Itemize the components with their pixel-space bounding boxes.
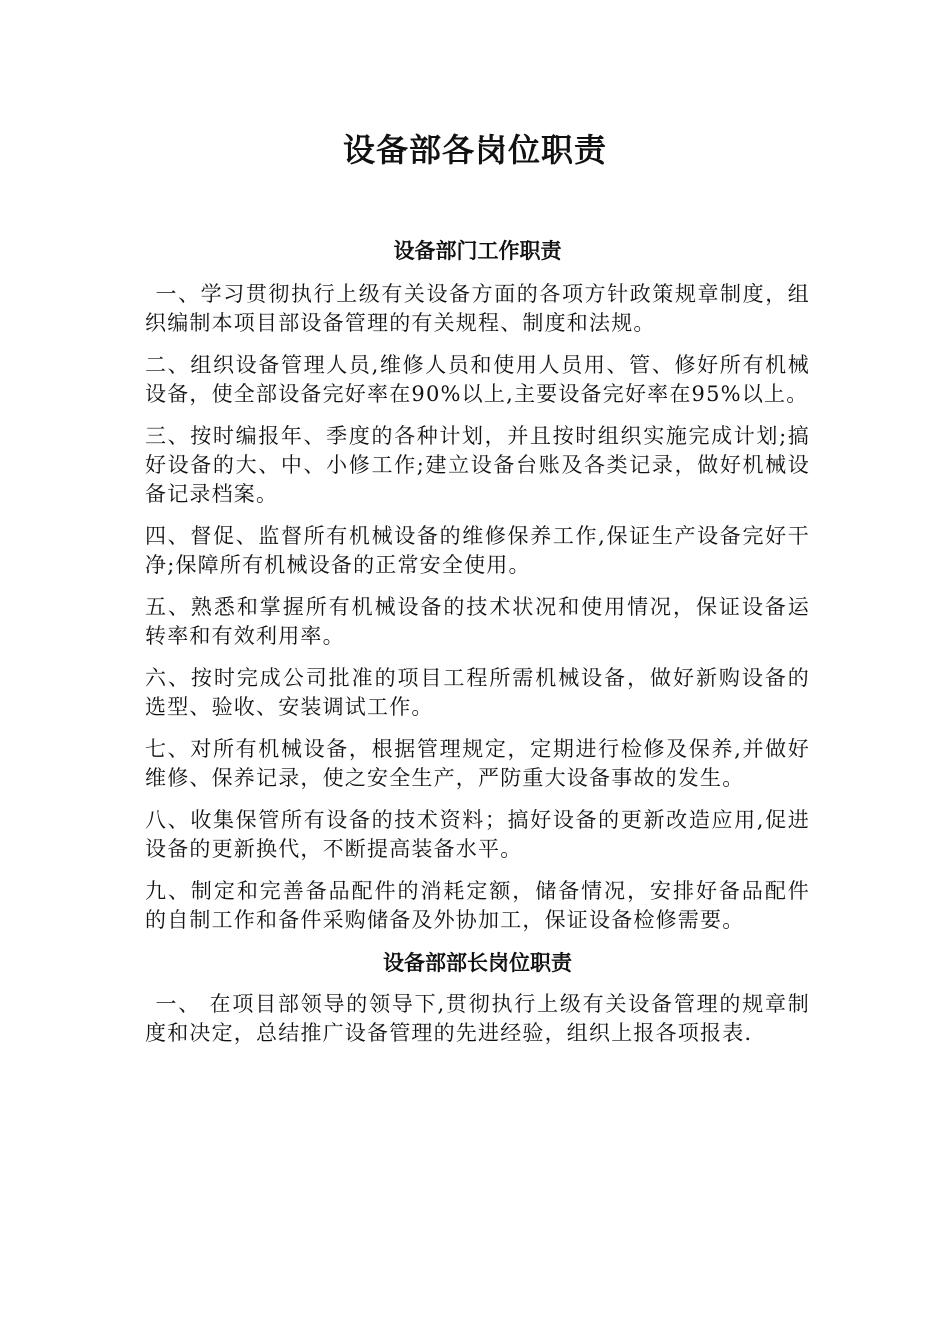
section-heading-director: 设备部部长岗位职责	[383, 950, 572, 975]
paragraph: 四、督促、监督所有机械设备的维修保养工作,保证生产设备完好干净;保障所有机械设备的正常安全使用。	[145, 524, 810, 577]
paragraph: 六、按时完成公司批准的项目工程所需机械设备，做好新购设备的选型、验收、安装调试工作。	[145, 666, 810, 719]
paragraph: 七、对所有机械设备，根据管理规定，定期进行检修及保养,并做好维修、保养记录，使之安全生产，严防重大设备事故的发生。	[145, 737, 810, 790]
paragraph: 五、熟悉和掌握所有机械设备的技术状况和使用情况，保证设备运转率和有效利用率。	[145, 595, 810, 648]
paragraph: 一、学习贯彻执行上级有关设备方面的各项方针政策规章制度，组织编制本项目部设备管理的有关规程、制度和法规。	[145, 282, 810, 335]
section-heading-department: 设备部门工作职责	[393, 238, 562, 263]
paragraph: 一、 在项目部领导的领导下,贯彻执行上级有关设备管理的规章制度和决定，总结推广设备管理的先进经验，组织上报各项报表.	[145, 992, 810, 1045]
document-title: 设备部各岗位职责	[342, 131, 607, 169]
document-body	[145, 236, 810, 1061]
paragraph: 三、按时编报年、季度的各种计划，并且按时组织实施完成计划;搞好设备的大、中、小修工作;建立设备台账及各类记录，做好机械设备记录档案。	[145, 424, 810, 506]
paragraph: 九、制定和完善备品配件的消耗定额，储备情况，安排好备品配件的自制工作和备件采购储备及外协加工，保证设备检修需要。	[145, 879, 810, 932]
paragraph: 八、收集保管所有设备的技术资料；搞好设备的更新改造应用,促进设备的更新换代，不断提高装备水平。	[145, 808, 810, 861]
paragraph: 二、组织设备管理人员,维修人员和使用人员用、管、修好所有机械设备，使全部设备完好率在90%以上,主要设备完好率在95%以上。	[145, 353, 810, 406]
